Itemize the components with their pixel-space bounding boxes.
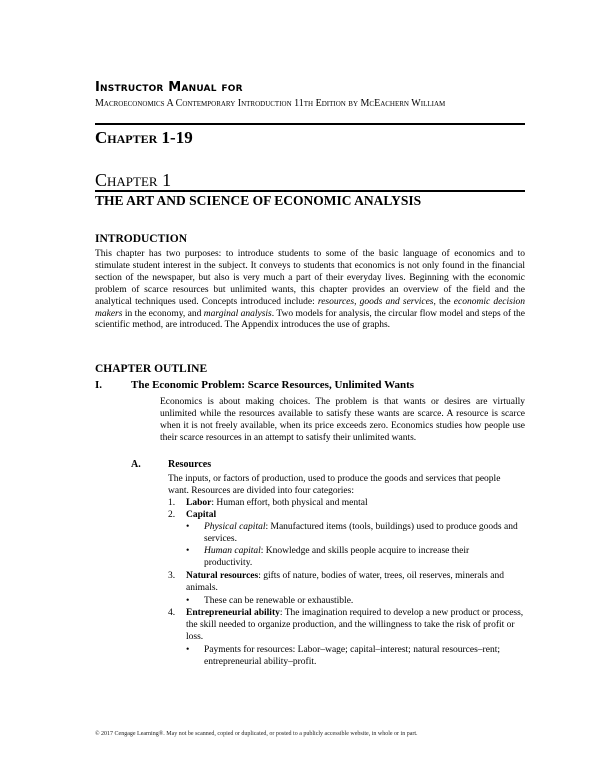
- list-item-number: 2.: [168, 510, 176, 520]
- subsection-letter: A.: [131, 459, 141, 470]
- title-divider: [95, 123, 525, 125]
- subsection-intro: The inputs, or factors of production, used to produce the goods and services that people want. Resources are divided into four categories:: [168, 474, 501, 496]
- copyright-footer: © 2017 Cengage Learning®. May not be scanned, copied or duplicated, or posted to a publicly accessible website, in whole or in part.: [95, 731, 418, 737]
- list-item-number: 3.: [168, 571, 176, 581]
- document-subtitle: Macroeconomics A Contemporary Introduction 11th Edition by McEachern William: [95, 98, 446, 109]
- chapter-label: Chapter 1: [95, 170, 172, 190]
- document-title: Instructor Manual for: [95, 80, 243, 95]
- introduction-heading: INTRODUCTION: [95, 233, 188, 245]
- chapter-range: Chapter 1-19: [95, 128, 193, 147]
- subsection-title: Resources: [168, 459, 212, 470]
- outline-section-number: I.: [95, 379, 103, 391]
- bullet-item: Physical capital: Manufactured items (tools, buildings) used to produce goods and services.: [204, 522, 518, 544]
- bullet-icon: •: [186, 645, 190, 655]
- outline-section-title: The Economic Problem: Scarce Resources, Unlimited Wants: [131, 379, 415, 391]
- bullet-item: Payments for resources: Labor–wage; capital–interest; natural resources–rent; entrepreneurial ability–profit.: [204, 645, 500, 667]
- outline-section-text: Economics is about making choices. The problem is that wants or desires are virtually unlimited while the resources available to satisfy these wants are scarce. A resource is scarce when it is not freely available, when its price exceeds zero. Economics studies how people use their scarce resources in an attempt to satisfy their unlimited wants.: [160, 397, 525, 443]
- bullet-item: Human capital: Knowledge and skills people acquire to increase their productivity.: [204, 546, 470, 568]
- list-item: Entrepreneurial ability: The imagination required to develop a new product or process, the skill needed to organize production, and the willingness to take the risk of profit or loss.: [186, 608, 524, 642]
- list-item: Labor: Human effort, both physical and mental: [186, 498, 368, 508]
- bullet-item: These can be renewable or exhaustible.: [204, 596, 354, 606]
- list-item: Capital: [186, 510, 217, 520]
- bullet-icon: •: [186, 596, 190, 606]
- chapter-name: THE ART AND SCIENCE OF ECONOMIC ANALYSIS: [95, 193, 422, 208]
- introduction-paragraph: This chapter has two purposes: to introduce students to some of the basic language of economics and to stimulate student interest in the subject. It conveys to students that economics is not only found in the financial section of the newspaper, but also is very much a part of their everyday lives. Beginning with the economic problem of scarce resources but unlimited wants, this chapter provides an overview of the field and the analytical techniques used. Concepts introduced include: resources, goods and services, the economic decision makers in the economy, and marginal analysis. Two models for analysis, the circular flow model and steps of the scientific method, are introduced. The Appendix introduces the use of graphs.: [95, 249, 525, 331]
- outline-heading: CHAPTER OUTLINE: [95, 363, 208, 375]
- list-item-number: 4.: [168, 608, 176, 618]
- list-item-number: 1.: [168, 498, 176, 508]
- list-item: Natural resources: gifts of nature, bodies of water, trees, oil reserves, minerals and animals.: [186, 571, 504, 593]
- bullet-icon: •: [186, 546, 190, 556]
- bullet-icon: •: [186, 522, 190, 532]
